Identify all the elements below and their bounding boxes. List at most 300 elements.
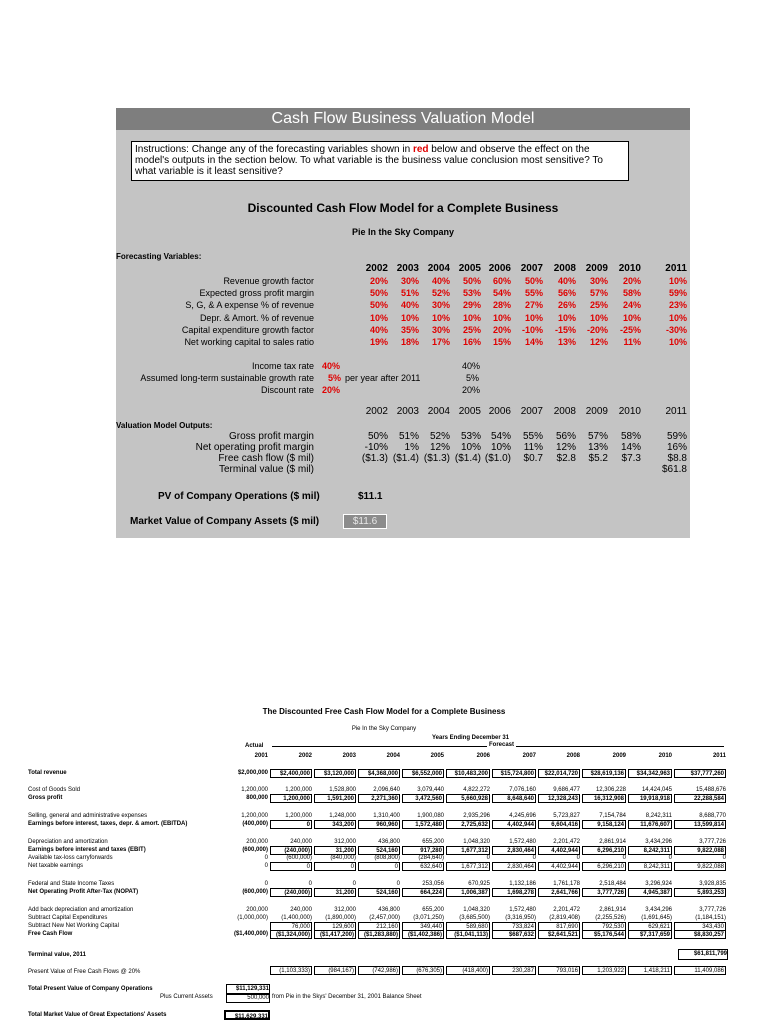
variable-input-cell[interactable]: 40%	[369, 324, 388, 335]
dfcf-cell: 15,488,676	[695, 787, 726, 793]
output-cell: $7.3	[621, 453, 641, 464]
dfcf-row-label: Add back depreciation and amortization	[28, 907, 134, 913]
dfcf-cell: 670,925	[468, 881, 490, 887]
dfcf-cell: 800,000	[246, 795, 268, 801]
panel-title: Cash Flow Business Valuation Model	[116, 108, 690, 130]
output-cell: 16%	[666, 442, 687, 453]
dfcf-cell: 589,680	[446, 922, 490, 931]
output-cell: 10%	[460, 442, 481, 453]
variable-input-cell[interactable]: 10%	[622, 312, 641, 323]
output-cell: 12%	[555, 442, 576, 453]
variable-input-cell[interactable]: -25%	[619, 324, 641, 335]
dfcf-cell: 655,200	[422, 839, 444, 845]
tmv-value: $11,629,331	[224, 1010, 270, 1020]
dfcf-year: 2006	[476, 753, 490, 759]
dfcf-cell: 0	[532, 855, 536, 861]
output-cell: ($1.4)	[392, 453, 419, 464]
dfcf-cell: 312,000	[334, 839, 356, 845]
dfcf-cell: 13,599,814	[674, 820, 726, 829]
dfcf-cell: (808,800)	[374, 855, 400, 861]
dfcf-cell: 0	[264, 863, 268, 869]
variable-input-cell[interactable]: 57%	[589, 288, 608, 299]
dfcf-cell: 2,271,360	[358, 794, 400, 803]
year-col-header: 2005	[458, 263, 481, 274]
year-col-header: 2003	[396, 263, 419, 274]
dfcf-cell: $22,014,720	[538, 769, 580, 778]
dfcf-cell: 0	[352, 881, 356, 887]
year-col-header: 2010	[618, 263, 641, 274]
dfcf-cell: 6,604,416	[538, 820, 580, 829]
dfcf-cell: $37,777,260	[674, 769, 726, 778]
plus-note: from Pie in the Skys' December 31, 2001 Balance Sheet	[272, 994, 422, 1000]
dfcf-cell: $687,632	[492, 930, 536, 939]
variable-input-cell[interactable]: 53%	[462, 288, 481, 299]
dfcf-cell: 0	[308, 881, 312, 887]
dfcf-cell: (284,640)	[418, 855, 444, 861]
variable-input-cell[interactable]: 18%	[400, 337, 419, 347]
dfcf-cell: 655,200	[422, 907, 444, 913]
dfcf-cell: (240,000)	[270, 846, 312, 855]
growth-rate-echo: 5%	[466, 373, 480, 383]
variable-input-cell[interactable]: 10%	[589, 312, 608, 323]
variable-input-cell[interactable]: 50%	[369, 300, 388, 311]
variable-input-cell[interactable]: -10%	[521, 324, 543, 335]
year-col-header: 2008	[553, 263, 576, 274]
actual-label: Actual	[245, 743, 264, 749]
dfcf-row-label: Net Operating Profit After-Tax (NOPAT)	[28, 889, 139, 895]
variable-input-cell[interactable]: 55%	[524, 288, 543, 299]
dfcf-cell: 2,830,464	[492, 862, 536, 871]
dfcf-cell: 0	[270, 820, 312, 829]
output-cell: $61.8	[661, 464, 687, 475]
output-cell: 14%	[620, 442, 641, 453]
dfcf-cell: 8,242,311	[628, 862, 672, 871]
dfcf-cell: 1,200,000	[241, 813, 268, 819]
instructions-text-1: Instructions: Change any of the forecasting variables shown in	[135, 144, 413, 155]
dfcf-cell: $34,342,963	[628, 769, 672, 778]
output-cell: 13%	[587, 442, 608, 453]
output-cell: 57%	[587, 431, 608, 442]
dfcf-cell: $2,641,521	[538, 930, 580, 939]
instructions-red-word: red	[412, 144, 429, 155]
dfcf-cell: $5,176,544	[582, 930, 626, 939]
dfcf-cell: 8,242,311	[628, 846, 672, 855]
dfcf-cell: 200,000	[246, 839, 268, 845]
year-col-header: 2011	[665, 263, 687, 274]
dfcf-cell: 0	[622, 855, 626, 861]
dfcf-cell: 129,600	[314, 922, 356, 931]
dfcf-cell: 1,048,320	[463, 907, 490, 913]
variable-input-cell[interactable]: -15%	[554, 324, 576, 335]
pv-cell: (1,103,333)	[270, 966, 312, 975]
dfcf-cell: 2,201,472	[553, 839, 580, 845]
variable-input-cell[interactable]: 30%	[431, 324, 450, 335]
dfcf-cell: 1,048,320	[463, 839, 490, 845]
year-col-header: 2006	[488, 263, 511, 274]
dfcf-cell: 12,328,243	[538, 794, 580, 803]
variable-input-cell[interactable]: 26%	[557, 300, 576, 311]
growth-rate-value[interactable]: 5%	[328, 373, 342, 383]
forecasting-label: Forecasting Variables:	[116, 252, 202, 261]
dfcf-cell: 5,723,827	[553, 813, 580, 819]
variable-input-cell[interactable]: 23%	[668, 300, 687, 311]
dfcf-cell: (400,000)	[242, 821, 268, 827]
dfcf-cell: 524,160	[358, 888, 400, 897]
dfcf-cell: 436,800	[378, 839, 400, 845]
discount-rate-value[interactable]: 20%	[322, 385, 341, 395]
growth-rate-label: Assumed long-term sustainable growth rate	[140, 373, 314, 383]
dfcf-cell: 3,777,726	[699, 839, 726, 845]
variable-input-cell[interactable]: 15%	[492, 337, 511, 347]
dfcf-cell: 343,200	[314, 820, 356, 829]
variable-input-cell[interactable]: 30%	[400, 276, 419, 286]
dfcf-cell: 632,640	[402, 862, 444, 871]
dfcf-cell: 2,935,296	[463, 813, 490, 819]
dfcf-cell: 1,200,000	[285, 787, 312, 793]
dfcf-cell: 0	[668, 855, 672, 861]
dfcf-cell: 0	[486, 855, 490, 861]
output-cell: 50%	[367, 431, 388, 442]
variable-input-cell[interactable]: 14%	[524, 337, 543, 347]
variable-input-cell[interactable]: 30%	[589, 276, 608, 286]
dfcf-cell: 0	[576, 855, 580, 861]
variable-input-cell[interactable]: 52%	[431, 288, 450, 299]
dfcf-cell: 76,000	[270, 922, 312, 931]
year-col-header: 2002	[365, 263, 388, 274]
dfcf-cell: $3,120,000	[314, 769, 356, 778]
dfcf-cell: 349,440	[402, 922, 444, 931]
dfcf-cell: 4,945,387	[628, 888, 672, 897]
output-year-header: 2009	[585, 406, 608, 417]
tax-rate-value[interactable]: 40%	[322, 361, 341, 371]
pv-cell: 230,287	[492, 966, 536, 975]
dfcf-cell: 1,132,186	[509, 881, 536, 887]
dfcf-cell: 4,822,272	[463, 787, 490, 793]
output-label: Free cash flow ($ mil)	[218, 453, 314, 464]
output-year-header: 2002	[365, 406, 388, 417]
output-label: Net operating profit margin	[195, 442, 314, 453]
dfcf-cell: 200,000	[246, 907, 268, 913]
dfcf-row-label: Earnings before interest, taxes, depr. & amort. (EBITDA)	[28, 821, 188, 827]
dfcf-cell: 1,248,000	[329, 813, 356, 819]
instructions-text-2: below and observe the effect on the model's outputs in the section below. To what variable is the business value conclusion most sensitive? To what variable is it least sensitive?	[135, 144, 603, 177]
variable-input-cell[interactable]: 10%	[492, 312, 511, 323]
output-year-header: 2003	[396, 406, 419, 417]
variable-input-cell[interactable]: 10%	[557, 312, 576, 323]
dfcf-row-label: Depreciation and amortization	[28, 839, 108, 845]
dfcf-cell: 436,800	[378, 907, 400, 913]
output-cell: 51%	[398, 431, 419, 442]
dfcf-cell: 792,530	[582, 922, 626, 931]
dfcf-cell: 1,528,800	[329, 787, 356, 793]
output-cell: 56%	[555, 431, 576, 442]
discount-rate-label: Discount rate	[260, 385, 314, 395]
dfcf-cell: 0	[314, 862, 356, 871]
dfcf-year: 2007	[522, 753, 536, 759]
dfcf-cell: 664,224	[402, 888, 444, 897]
variable-input-cell[interactable]: 50%	[462, 276, 481, 286]
dfcf-row-label: Free Cash Flow	[28, 931, 73, 937]
dfcf-cell: 0	[722, 855, 726, 861]
dfcf-cell: ($1,400,000)	[233, 931, 268, 937]
dfcf-cell: 2,861,914	[599, 839, 626, 845]
dfcf-cell: 12,306,228	[595, 787, 626, 793]
dfcf-cell: 8,688,770	[699, 813, 726, 819]
variable-input-cell[interactable]: 10%	[524, 312, 543, 323]
variable-input-cell[interactable]: 54%	[492, 288, 511, 299]
dfcf-cell: 1,572,480	[509, 839, 536, 845]
market-value-box: $11.6	[343, 514, 387, 529]
dfcf-year: 2010	[658, 753, 672, 759]
dfcf-cell: ($1,417,200)	[314, 930, 356, 939]
pv-cell: 1,418,211	[628, 966, 672, 975]
output-label: Terminal value ($ mil)	[218, 464, 314, 475]
variable-input-cell[interactable]: 25%	[462, 324, 481, 335]
dfcf-cell: 2,830,464	[492, 846, 536, 855]
dfcf-cell: 22,288,584	[674, 794, 726, 803]
dfcf-cell: 629,621	[628, 922, 672, 931]
variable-input-cell[interactable]: 35%	[400, 324, 419, 335]
dfcf-cell: 19,918,918	[628, 794, 672, 803]
dfcf-cell: 3,928,835	[699, 881, 726, 887]
variable-input-cell[interactable]: 20%	[369, 276, 388, 286]
output-cell: -10%	[364, 442, 388, 453]
output-year-header: 2005	[458, 406, 481, 417]
variable-label: Net working capital to sales ratio	[184, 337, 314, 347]
variable-input-cell[interactable]: 10%	[431, 312, 450, 323]
dfcf-cell: $10,483,200	[446, 769, 490, 778]
variable-input-cell[interactable]: 27%	[524, 300, 543, 311]
pv-cell: (742,986)	[358, 966, 400, 975]
variable-input-cell[interactable]: 10%	[400, 312, 419, 323]
dfcf-cell: (3,071,250)	[413, 915, 444, 921]
dfcf-cell: (3,316,950)	[505, 915, 536, 921]
dfcf-cell: 343,430	[674, 922, 726, 931]
dfcf-year: 2003	[342, 753, 356, 759]
dfcf-cell: 8,648,640	[492, 794, 536, 803]
dfcf-row-label: Subtract Capital Expenditures	[28, 915, 108, 921]
dfcf-cell: 3,079,440	[417, 787, 444, 793]
output-cell: ($1.4)	[454, 453, 481, 464]
output-label: Gross profit margin	[228, 431, 314, 442]
variable-label: S, G, & A expense % of revenue	[185, 300, 314, 311]
dfcf-cell: 16,312,908	[582, 794, 626, 803]
variable-input-cell[interactable]: 40%	[431, 276, 450, 286]
output-cell: 11%	[523, 442, 543, 453]
variable-input-cell[interactable]: 59%	[668, 288, 687, 299]
variable-input-cell[interactable]: 29%	[462, 300, 481, 311]
dfcf-cell: (600,000)	[242, 889, 268, 895]
dfcf-cell: 3,434,296	[645, 907, 672, 913]
variable-input-cell[interactable]: 51%	[400, 288, 419, 299]
dfcf-cell: 2,096,640	[373, 787, 400, 793]
dfcf-cell: 4,402,944	[538, 846, 580, 855]
dfcf-row-label: Gross profit	[28, 795, 63, 801]
dfcf-cell: 1,310,400	[373, 813, 400, 819]
dfcf-cell: 4,402,944	[492, 820, 536, 829]
output-cell: $0.7	[523, 453, 543, 464]
variable-input-cell[interactable]: 40%	[400, 300, 419, 311]
dfcf-cell: 1,591,200	[314, 794, 356, 803]
outputs-label: Valuation Model Outputs:	[116, 421, 213, 430]
dfcf-cell: 31,200	[314, 888, 356, 897]
instructions-box	[131, 141, 629, 181]
output-cell: 10%	[490, 442, 511, 453]
variable-input-cell[interactable]: 56%	[557, 288, 576, 299]
dfcf-cell: (1,400,000)	[281, 915, 312, 921]
dfcf-cell: $2,000,000	[237, 770, 268, 776]
output-cell: $2.8	[556, 453, 576, 464]
dfcf-cell: (1,184,151)	[695, 915, 726, 921]
dfcf-cell: 14,424,045	[641, 787, 672, 793]
pv-row-label: Present Value of Free Cash Flows @ 20%	[28, 969, 141, 975]
market-value-label: Market Value of Company Assets ($ mil)	[130, 516, 320, 527]
dfcf-cell: 4,245,696	[509, 813, 536, 819]
dfcf-cell: 31,200	[314, 846, 356, 855]
dfcf-cell: 6,296,210	[582, 846, 626, 855]
variable-input-cell[interactable]: 12%	[589, 337, 608, 347]
dfcf-cell: 0	[270, 862, 312, 871]
dfcf-cell: (1,890,000)	[325, 915, 356, 921]
dfcf-year: 2005	[430, 753, 444, 759]
variable-input-cell[interactable]: 40%	[557, 276, 576, 286]
dfcf-cell: 240,000	[290, 907, 312, 913]
variable-input-cell[interactable]: 50%	[369, 288, 388, 299]
variable-input-cell[interactable]: 17%	[431, 337, 450, 347]
variable-input-cell[interactable]: 13%	[557, 337, 576, 347]
dfcf-cell: 1,677,312	[446, 846, 490, 855]
tpv-label: Total Present Value of Company Operations	[28, 986, 153, 992]
dfcf-cell: (840,000)	[330, 855, 356, 861]
output-cell: 58%	[620, 431, 641, 442]
dfcf-year: 2004	[386, 753, 400, 759]
variable-label: Revenue growth factor	[223, 276, 314, 286]
variable-input-cell[interactable]: 24%	[622, 300, 641, 311]
output-year-header: 2008	[553, 406, 576, 417]
dfcf-cell: 0	[396, 881, 400, 887]
dfcf-cell: ($1,402,386)	[402, 930, 444, 939]
dfcf-row-label: Net taxable earnings	[28, 863, 84, 869]
variable-input-cell[interactable]: 20%	[492, 324, 511, 335]
dfcf-cell: 9,158,124	[582, 820, 626, 829]
variable-input-cell[interactable]: 10%	[668, 312, 687, 323]
dfcf-cell: 2,518,484	[599, 881, 626, 887]
year-col-header: 2009	[585, 263, 608, 274]
dfcf-cell: 4,402,944	[538, 862, 580, 871]
dfcf-cell: 3,472,560	[402, 794, 444, 803]
tax-rate-label: Income tax rate	[251, 361, 314, 371]
dfcf-cell: (1,691,645)	[641, 915, 672, 921]
dfcf-cell: $2,400,000	[270, 769, 312, 778]
pv-cell: (418,400)	[446, 966, 490, 975]
dfcf-cell: 3,777,726	[582, 888, 626, 897]
variable-input-cell[interactable]: 16%	[462, 337, 481, 347]
dfcf-year: 2011	[712, 753, 726, 759]
variable-input-cell[interactable]: 19%	[369, 337, 388, 347]
variable-input-cell[interactable]: 58%	[622, 288, 641, 299]
pv-value: $11.1	[358, 491, 383, 502]
dfcf-cell: 1,200,000	[241, 787, 268, 793]
variable-input-cell[interactable]: 30%	[431, 300, 450, 311]
dfcf-cell: 9,686,477	[553, 787, 580, 793]
discount-rate-echo: 20%	[462, 385, 481, 395]
variable-input-cell[interactable]: -30%	[665, 324, 687, 335]
dfcf-cell: (600,000)	[286, 855, 312, 861]
output-cell: $5.2	[588, 453, 608, 464]
dfcf-cell: 1,698,278	[492, 888, 536, 897]
dfcf-cell: 240,000	[290, 839, 312, 845]
pv-cell: 11,409,086	[674, 966, 726, 975]
dfcf-cell: $15,724,800	[492, 769, 536, 778]
variable-input-cell[interactable]: 10%	[668, 276, 687, 286]
dfcf-cell: (1,000,000)	[237, 915, 268, 921]
variable-label: Depr. & Amort. % of revenue	[199, 312, 314, 323]
company-name: Pie In the Sky Company	[351, 227, 455, 237]
dfcf-cell: 0	[358, 862, 400, 871]
variable-input-cell[interactable]: -20%	[586, 324, 608, 335]
dfcf-year: 2001	[254, 753, 268, 759]
year-col-header: 2007	[520, 263, 543, 274]
variable-input-cell[interactable]: 11%	[623, 337, 641, 347]
plus-value: 500,000	[226, 993, 270, 1003]
dfcf-cell: 524,160	[358, 846, 400, 855]
dfcf-cell: $7,317,659	[628, 930, 672, 939]
dfcf-cell: (2,819,408)	[549, 915, 580, 921]
dfcf-cell: 9,822,088	[674, 846, 726, 855]
output-cell: 54%	[490, 431, 511, 442]
dfcf-cell: 1,572,480	[509, 907, 536, 913]
dfcf-cell: 7,154,784	[599, 813, 626, 819]
output-cell: 55%	[522, 431, 543, 442]
output-cell: ($1.3)	[423, 453, 450, 464]
dfcf-row-label: Selling, general and administrative expenses	[28, 813, 148, 819]
dfcf-company: Pie In the Sky Company	[351, 726, 417, 732]
dfcf-cell: $4,368,000	[358, 769, 400, 778]
dfcf-cell: 9,822,088	[674, 862, 726, 871]
variable-input-cell[interactable]: 50%	[524, 276, 543, 286]
dfcf-cell: 0	[264, 855, 268, 861]
output-cell: ($1.0)	[484, 453, 511, 464]
dfcf-cell: 2,861,914	[599, 907, 626, 913]
dfcf-cell: 1,761,178	[553, 881, 580, 887]
dfcf-cell: $8,830,257	[674, 930, 726, 939]
dfcf-cell: 253,056	[422, 881, 444, 887]
variable-input-cell[interactable]: 10%	[462, 312, 481, 323]
year-col-header: 2004	[427, 263, 450, 274]
variable-input-cell[interactable]: 20%	[622, 276, 641, 286]
dfcf-cell: 1,572,480	[402, 820, 444, 829]
variable-input-cell[interactable]: 28%	[492, 300, 511, 311]
dfcf-cell: 2,201,472	[553, 907, 580, 913]
dfcf-year: 2002	[298, 753, 312, 759]
pv-cell: (984,167)	[314, 966, 356, 975]
dfcf-cell: 1,900,080	[417, 813, 444, 819]
dfcf-cell: 1,200,000	[270, 794, 312, 803]
output-year-header: 2010	[618, 406, 641, 417]
dfcf-cell: 6,296,210	[582, 862, 626, 871]
variable-input-cell[interactable]: 10%	[369, 312, 388, 323]
dfcf-cell: 2,725,632	[446, 820, 490, 829]
variable-input-cell[interactable]: 60%	[492, 276, 511, 286]
dfcf-cell: ($1,283,880)	[358, 930, 400, 939]
output-year-header: 2004	[427, 406, 450, 417]
dfcf-cell: 0	[264, 881, 268, 887]
variable-label: Capital expenditure growth factor	[181, 324, 314, 335]
variable-input-cell[interactable]: 10%	[668, 337, 687, 347]
variable-input-cell[interactable]: 25%	[589, 300, 608, 311]
dfcf-cell: 917,280	[402, 846, 444, 855]
output-cell: $8.8	[667, 453, 687, 464]
